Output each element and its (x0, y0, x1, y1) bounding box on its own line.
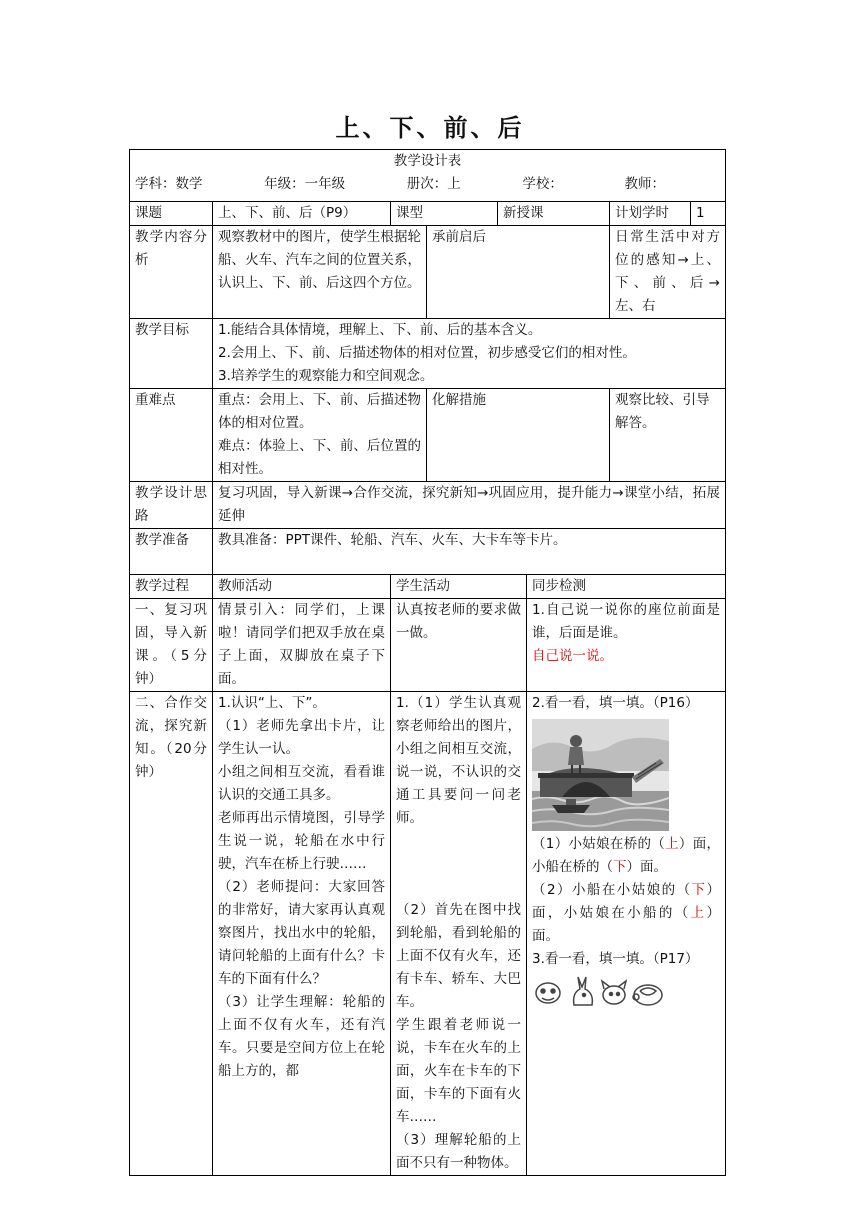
topic-label: 课题 (130, 202, 213, 226)
step2-teacher-line: （2）老师提问：大家回答的非常好，请大家再认真观察图片，找出水中的轮船，请问轮船的上面有什么？卡车的下面有什么？ (218, 879, 385, 987)
step2-teacher-line: 老师再出示情境图，引导学生说一说，轮船在水中行驶，汽车在桥上行驶…… (218, 810, 385, 872)
step1-check-answer: 自己说一说。 (532, 648, 613, 664)
step2-student-line: 学生跟着老师说一说，卡车在火车的上面，火车在卡车的下面，卡车的下面有火车…… (396, 1017, 521, 1125)
solve-label: 化解措施 (427, 389, 610, 482)
step1-stage: 一、复习巩固，导入新课。（5分钟） (130, 599, 213, 692)
step2-student (391, 692, 527, 1176)
hours-label: 计划学时 (610, 202, 691, 225)
step2-student-line: （3）理解轮船的上面不只有一种物体。 (396, 1132, 521, 1171)
goals-content (213, 319, 726, 389)
step2-stage: 二、合作交流，探究新知。（20分钟） (130, 692, 213, 1176)
meta-teacher: 教师： (624, 176, 665, 192)
step2-check-q3: 3.看一看，填一填。（P17） (532, 951, 699, 967)
step2-student-line: 1.（1）学生认真观察老师给出的图片，小组之间相互交流，说一说，不认识的交通工具要问一问老师。 (396, 695, 521, 826)
step2-check-q2: 2.看一看，填一填。（P16） (532, 695, 699, 711)
goal-item: 2.会用上、下、前、后描述物体的相对位置，初步感受它们的相对性。 (218, 345, 636, 361)
step1-check (527, 599, 726, 692)
step2-teacher-line: （1）老师先拿出卡片，让学生认一认。 (218, 718, 385, 757)
hours-value: 1 (696, 205, 705, 221)
meta-grade: 年级：一年级 (264, 176, 346, 192)
step2-teacher-line: 小组之间相互交流，看看谁认识的交通工具多。 (218, 764, 385, 803)
lesson-design-table (129, 149, 726, 1176)
step2-teacher-line: 1.认识“上、下”。 (218, 695, 326, 711)
table-header-cell (130, 150, 726, 202)
meta-subject: 学科：数学 (135, 176, 203, 192)
bridge-girl-illustration (532, 719, 669, 831)
key-content (213, 389, 427, 482)
step2-student-line: （2）首先在图中找到轮船，看到轮船的上面不仅有火车，还有卡车、轿车、大巴车。 (396, 902, 521, 1010)
process-col-student: 学生活动 (391, 575, 527, 599)
hours-cell (610, 202, 726, 226)
lesson-type-value: 新授课 (498, 202, 610, 226)
topic-value: 上、下、前、后（P9） (213, 202, 391, 226)
difficult-point: 难点：体验上、下、前、后位置的相对性。 (218, 438, 421, 477)
step1-teacher: 情景引入：同学们，上课啦！请同学们把双手放在桌子上面，双脚放在桌子下面。 (213, 599, 391, 692)
step2-teacher-line: （3）让学生理解：轮船的上面不仅有火车，还有汽车。只要是空间方位上在轮船上方的，都 (218, 994, 385, 1079)
step2-check-q2-1: （1）小姑娘在桥的（上）面，小船在桥的（下）面。 (532, 836, 721, 875)
page-title: 上、下、前、后 (335, 114, 525, 142)
meta-school: 学校： (522, 176, 563, 192)
process-col-teacher: 教师活动 (213, 575, 391, 599)
lesson-type-label: 课型 (391, 202, 498, 226)
step1-student: 认真按老师的要求做一做。 (391, 599, 527, 692)
solve-content: 观察比较、引导解答。 (610, 389, 726, 482)
step1-check-question: 1.自己说一说你的座位前面是谁，后面是谁。 (532, 602, 720, 641)
analysis-label: 教学内容分析 (130, 226, 213, 319)
link-label: 承前启后 (427, 226, 610, 319)
step2-check (527, 692, 726, 1176)
goals-label: 教学目标 (130, 319, 213, 389)
goal-item: 1.能结合具体情境，理解上、下、前、后的基本含义。 (218, 322, 542, 338)
link-content: 日常生活中对方位的感知→上、下、前、后→左、右 (610, 226, 726, 319)
prep-label: 教学准备 (130, 529, 213, 575)
animals-illustration (532, 975, 669, 1009)
idea-content: 复习巩固，导入新课→合作交流，探究新知→巩固应用，提升能力→课堂小结，拓展延伸 (213, 482, 726, 529)
process-col-check: 同步检测 (527, 575, 726, 599)
key-point: 重点：会用上、下、前、后描述物体的相对位置。 (218, 392, 421, 431)
analysis-content: 观察教材中的图片，使学生根据轮船、火车、汽车之间的位置关系，认识上、下、前、后这四个方位。 (213, 226, 427, 319)
key-label: 重难点 (130, 389, 213, 482)
process-col-stage: 教学过程 (130, 575, 213, 599)
table-header-title: 教学设计表 (393, 153, 462, 169)
meta-line (135, 173, 720, 196)
step2-check-q2-2: （2）小船在小姑娘的（下）面，小姑娘在小船的（上）面。 (532, 882, 721, 944)
meta-volume: 册次：上 (406, 176, 461, 192)
goal-item: 3.培养学生的观察能力和空间观念。 (218, 368, 434, 384)
step2-teacher (213, 692, 391, 1176)
idea-label: 教学设计思路 (130, 482, 213, 529)
prep-content: 教具准备：PPT课件、轮船、汽车、火车、大卡车等卡片。 (213, 529, 726, 575)
